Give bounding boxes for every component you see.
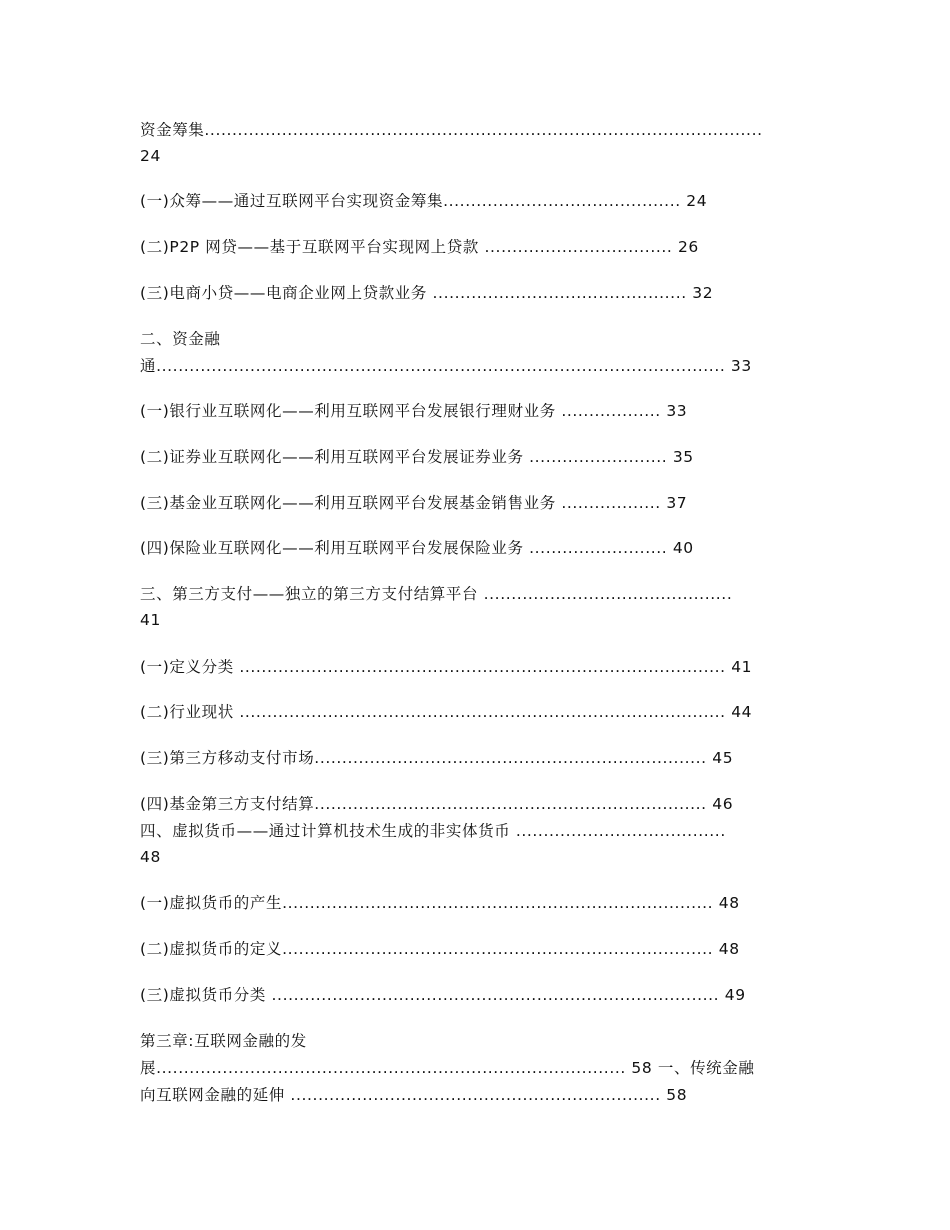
toc-line: 三、第三方支付——独立的第三方支付结算平台 ............................................. [140, 585, 733, 603]
toc-line: (三)基金业互联网化——利用互联网平台发展基金销售业务 .................. 37 [140, 494, 688, 512]
toc-page-number: 41 [140, 611, 161, 629]
toc-line: 向互联网金融的延伸 ................................................................... 58 [140, 1086, 688, 1104]
toc-line: 资金筹集..................................................................................................... [140, 121, 763, 139]
toc-page-number: 48 [140, 848, 161, 866]
toc-line: (三)第三方移动支付市场....................................................................... 45 [140, 749, 734, 767]
toc-line: (二)证券业互联网化——利用互联网平台发展证券业务 ......................... 35 [140, 448, 694, 466]
toc-line: (三)电商小贷——电商企业网上贷款业务 .............................................. 32 [140, 284, 714, 302]
toc-line: (一)众筹——通过互联网平台实现资金筹集........................................... 24 [140, 192, 708, 210]
toc-line: (二)虚拟货币的定义.............................................................................. 48 [140, 940, 740, 958]
toc-page-number: 24 [140, 147, 161, 165]
toc-line: 通....................................................................................................... 33 [140, 357, 752, 375]
toc-line: (一)虚拟货币的产生.............................................................................. 48 [140, 894, 740, 912]
toc-line: (一)定义分类 ........................................................................................ 41 [140, 658, 753, 676]
toc-line: (二)P2P 网贷——基于互联网平台实现网上贷款 .................................. 26 [140, 238, 699, 256]
toc-line: (四)保险业互联网化——利用互联网平台发展保险业务 ......................... 40 [140, 539, 694, 557]
toc-line: 二、资金融 [140, 330, 221, 348]
toc-line: (一)银行业互联网化——利用互联网平台发展银行理财业务 .................. 33 [140, 402, 688, 420]
toc-line: 展..................................................................................... 58 一、传统金融 [140, 1059, 755, 1077]
toc-line: (三)虚拟货币分类 ................................................................................. 49 [140, 986, 746, 1004]
toc-chapter-heading: 第三章:互联网金融的发 [140, 1032, 307, 1050]
toc-line: (四)基金第三方支付结算....................................................................... 46 [140, 795, 734, 813]
toc-line: 四、虚拟货币——通过计算机技术生成的非实体货币 ...................................... [140, 822, 726, 840]
toc-line: (二)行业现状 ........................................................................................ 44 [140, 703, 753, 721]
